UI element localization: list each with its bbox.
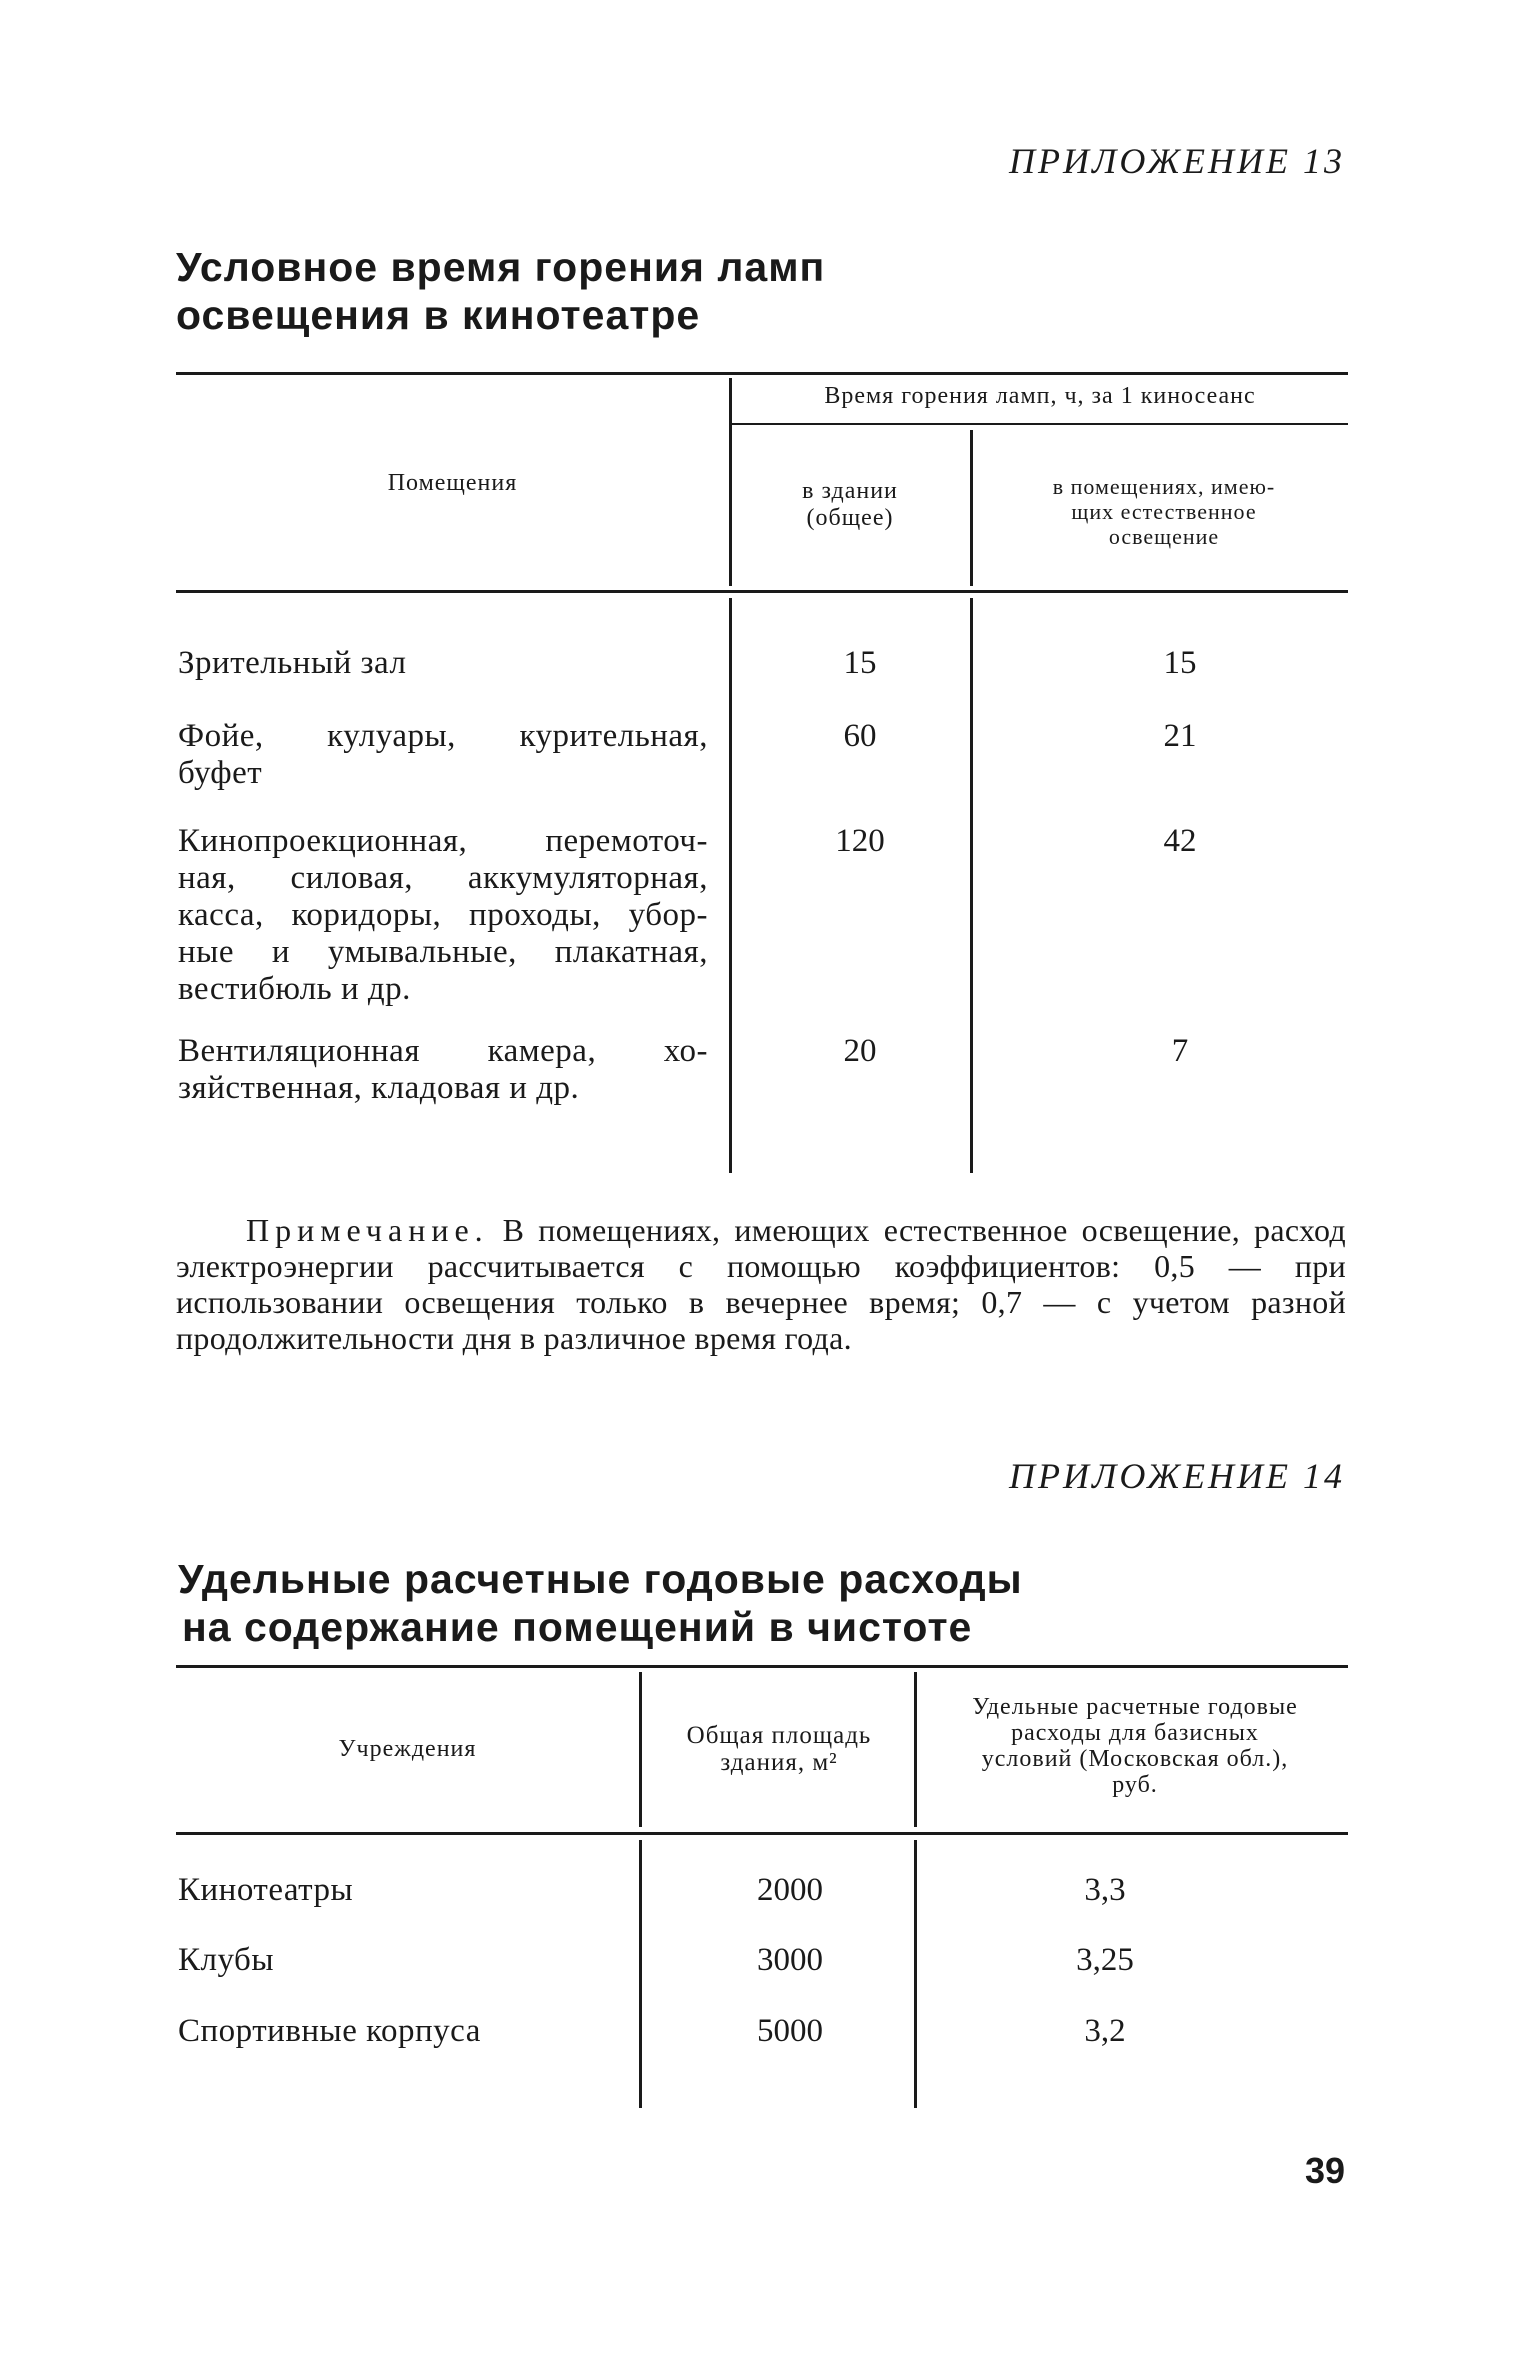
note-label: Примечание.: [246, 1212, 489, 1248]
table-cell-cost: 3,2: [1084, 2013, 1126, 2049]
appendix-14-title: [178, 1555, 1023, 1651]
header-line: здания, м²: [720, 1749, 838, 1776]
column-divider: [639, 1840, 642, 2108]
header-line: (общее): [806, 505, 894, 531]
row-text-line: зяйственная, кладовая и др.: [178, 1070, 580, 1106]
title-line: на содержание помещений в чистоте: [182, 1604, 973, 1650]
header-line: в помещениях, имею-: [1052, 474, 1276, 499]
header-line: условий (Московская обл.),: [981, 1746, 1289, 1772]
appendix-13-title: [176, 243, 825, 339]
table-cell-natural: 15: [1163, 645, 1197, 681]
column-group-header: Время горения ламп, ч, за 1 киносеанс: [824, 383, 1256, 409]
column-header-area: [645, 1722, 913, 1776]
column-divider: [970, 598, 973, 1173]
table-row-label: [178, 1033, 708, 1107]
column-header-institutions: Учреждения: [338, 1736, 477, 1762]
table-row-label: [178, 823, 708, 1008]
table-cell-total: 20: [843, 1033, 877, 1069]
column-divider: [914, 1840, 917, 2108]
table-top-rule: [176, 372, 1348, 375]
row-text-line: Кинопроекционная, перемоточ-: [178, 823, 708, 859]
header-line: руб.: [1112, 1772, 1158, 1798]
table-note: [176, 1212, 1346, 1356]
row-text-line: Вентиляционная камера, хо-: [178, 1033, 708, 1069]
column-header-natural: [980, 474, 1348, 549]
row-text-line: Фойе, кулуары, курительная,: [178, 718, 708, 754]
header-line: расходы для базисных: [1011, 1720, 1259, 1746]
header-line: щих естественное: [1071, 499, 1257, 524]
table-cell-area: 5000: [757, 2013, 823, 2049]
row-text-line: вестибюль и др.: [178, 971, 411, 1007]
row-text-line: Зрительный зал: [178, 645, 407, 681]
header-bottom-rule: [176, 1832, 1348, 1835]
table-cell-natural: 42: [1163, 823, 1197, 859]
note-text: В помещениях, имеющих естественное освещение, расход электроэнергии рассчитывается с помощью коэффициентов: 0,5 — при использовании освещения только в вечернее время; 0,7 — с учетом разной продолжительности дня в различное время года.: [176, 1212, 1346, 1356]
header-line: Общая площадь: [686, 1722, 872, 1749]
appendix-14-label: ПРИЛОЖЕНИЕ 14: [1009, 1456, 1345, 1496]
appendix-13-label: ПРИЛОЖЕНИЕ 13: [1009, 141, 1345, 181]
header-divider: [729, 378, 732, 586]
table-row-label: [178, 718, 708, 792]
title-line: Условное время горения ламп: [176, 244, 826, 290]
column-header-total: [736, 478, 964, 532]
header-line: в здании: [802, 478, 898, 504]
row-text-line: ная, силовая, аккумуляторная,: [178, 860, 708, 896]
table-row-label: Спортивные корпуса: [178, 2013, 481, 2049]
page-number: 39: [1304, 2150, 1345, 2191]
header-divider: [970, 430, 973, 586]
column-divider: [729, 598, 732, 1173]
header-line: освещение: [1108, 524, 1220, 549]
table-top-rule: [176, 1665, 1348, 1668]
table-row-label: Кинотеатры: [178, 1872, 354, 1908]
header-divider: [639, 1672, 642, 1827]
table-cell-total: 15: [843, 645, 877, 681]
title-line: освещения в кинотеатре: [176, 292, 701, 338]
header-line: Удельные расчетные годовые: [972, 1694, 1298, 1720]
table-cell-area: 2000: [757, 1872, 823, 1908]
table-cell-natural: 7: [1171, 1033, 1189, 1069]
header-bottom-rule: [176, 590, 1348, 593]
table-cell-total: 120: [835, 823, 885, 859]
table-row-label: [178, 645, 708, 682]
row-text-line: буфет: [178, 755, 263, 791]
row-text-line: ные и умывальные, плакатная,: [178, 934, 708, 970]
table-cell-cost: 3,25: [1076, 1942, 1134, 1978]
table-cell-natural: 21: [1163, 718, 1197, 754]
table-cell-cost: 3,3: [1084, 1872, 1126, 1908]
group-header-rule: [732, 423, 1348, 425]
table-cell-total: 60: [843, 718, 877, 754]
row-text-line: касса, коридоры, проходы, убор-: [178, 897, 708, 933]
title-line: Удельные расчетные годовые расходы: [178, 1556, 1023, 1602]
table-cell-area: 3000: [757, 1942, 823, 1978]
table-row-label: Клубы: [178, 1942, 275, 1978]
header-divider: [914, 1672, 917, 1827]
column-header-cost: [920, 1694, 1350, 1798]
column-header-rooms: Помещения: [387, 470, 518, 496]
